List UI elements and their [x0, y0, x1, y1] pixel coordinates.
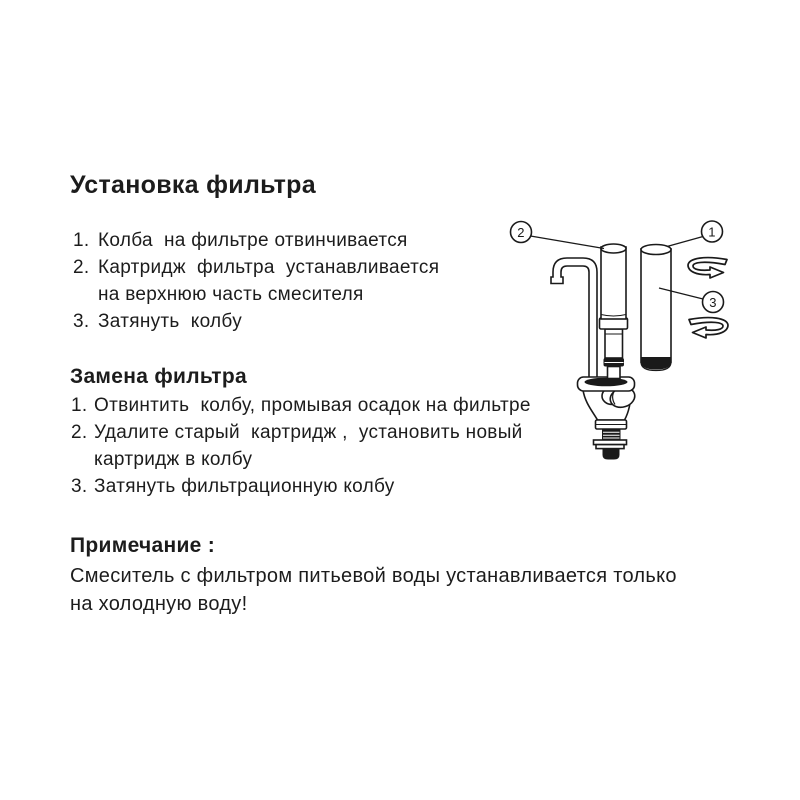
note-line: Смеситель с фильтром питьевой воды устанавливается только [70, 565, 677, 587]
list-item-number: 1. [71, 395, 88, 416]
list-item-number: 3. [73, 311, 90, 332]
list-item-text: на верхнюю часть смесителя [98, 284, 364, 305]
list-item-text: картридж в колбу [94, 449, 253, 470]
faucet-filter-diagram [480, 205, 740, 480]
rotate-loosen-arrow-icon [689, 318, 728, 338]
list-item-continuation [73, 281, 439, 308]
note-heading: Примечание : [70, 534, 216, 557]
list-item [71, 473, 531, 500]
callout-2-label: 2 [517, 224, 525, 240]
list-item [71, 392, 531, 419]
callout-1 [667, 221, 723, 247]
replace-steps-list [71, 392, 531, 500]
callout-3-label: 3 [709, 294, 717, 310]
list-item-text: Затянуть фильтрационную колбу [94, 476, 395, 497]
list-item-text: Удалите старый картридж , установить новый [94, 422, 523, 443]
list-item-number [73, 281, 98, 308]
bottom-stem [603, 449, 620, 460]
list-item-text: Картридж фильтра устанавливается [98, 257, 440, 278]
callout-1-label: 1 [708, 224, 716, 240]
list-item-text: Отвинтить колбу, промывая осадок на фильтре [94, 395, 531, 416]
list-item [73, 308, 439, 335]
list-item-number: 1. [73, 230, 90, 251]
list-item-number: 2. [73, 257, 90, 278]
note-text [70, 563, 677, 618]
faucet-spout [551, 258, 597, 385]
filter-cartridge [600, 244, 628, 379]
list-item-continuation [71, 446, 531, 473]
list-item [73, 227, 439, 254]
rotate-tighten-arrow-icon [688, 258, 727, 278]
list-item-text: Колба на фильтре отвинчивается [98, 230, 408, 251]
list-item [73, 254, 439, 281]
filter-flask [641, 245, 671, 371]
body-opening [585, 378, 628, 387]
replace-section-heading: Замена фильтра [70, 365, 247, 388]
list-item-text: Затянуть колбу [98, 311, 242, 332]
flask-base [641, 357, 671, 370]
faucet-body [578, 377, 638, 460]
list-item-number: 3. [71, 476, 88, 497]
list-item-number: 2. [71, 422, 88, 443]
list-item-number [71, 446, 94, 473]
install-steps-list [73, 227, 439, 335]
list-item [71, 419, 531, 446]
callout-2 [511, 222, 605, 249]
page-title: Установка фильтра [70, 171, 316, 199]
note-line: на холодную воду! [70, 592, 248, 615]
